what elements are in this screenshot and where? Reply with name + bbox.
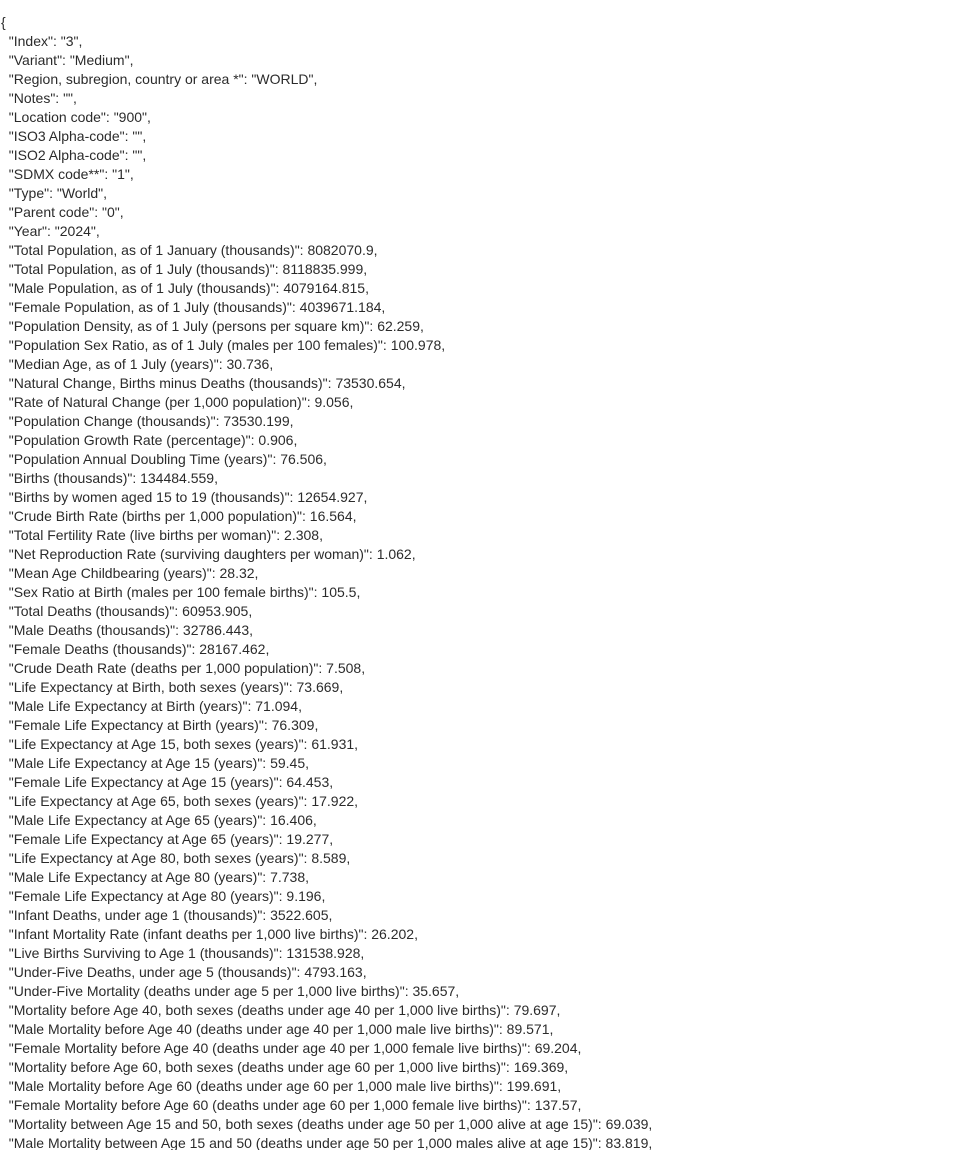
- json-value: 69.039: [605, 1116, 649, 1132]
- json-key: "Male Mortality between Age 15 and 50 (deaths under age 50 per 1,000 males alive at age 15)": [8, 1135, 598, 1150]
- json-key: "Female Life Expectancy at Age 65 (years)": [8, 831, 279, 847]
- json-entry-line: "Male Mortality before Age 60 (deaths under age 60 per 1,000 male live births)": 199.691,: [8, 1078, 562, 1094]
- json-value: 131538.928: [286, 945, 361, 961]
- json-entry-line: "Mortality before Age 40, both sexes (deaths under age 40 per 1,000 live births)": 79.697,: [8, 1002, 561, 1018]
- json-entry-line: "Female Mortality before Age 40 (deaths under age 40 per 1,000 female live births)": 69.204,: [8, 1040, 582, 1056]
- json-entry-line: "Type": "World",: [8, 185, 107, 201]
- json-entry-line: "Infant Deaths, under age 1 (thousands)": 3522.605,: [8, 907, 333, 923]
- json-value: 8082070.9: [307, 242, 374, 258]
- json-value: 0.906: [258, 432, 294, 448]
- json-key: "Type": [8, 185, 50, 201]
- json-value: 169.369: [513, 1059, 565, 1075]
- json-entry-line: "Index": "3",: [8, 33, 83, 49]
- json-entry-line: "Female Life Expectancy at Age 80 (years)": 9.196,: [8, 888, 326, 904]
- json-value: 62.259: [377, 318, 421, 334]
- json-entry-line: "Total Population, as of 1 January (thousands)": 8082070.9,: [8, 242, 378, 258]
- json-key: "Female Mortality before Age 40 (deaths under age 40 per 1,000 female live births)": [8, 1040, 527, 1056]
- json-entry-line: "Net Reproduction Rate (surviving daughters per woman)": 1.062,: [8, 546, 416, 562]
- json-entry-line: "Total Deaths (thousands)": 60953.905,: [8, 603, 253, 619]
- json-value: "": [63, 90, 74, 106]
- json-value: 3522.605: [270, 907, 329, 923]
- json-value: 28.32: [219, 565, 255, 581]
- json-key: "Male Mortality before Age 60 (deaths under age 60 per 1,000 male live births)": [8, 1078, 499, 1094]
- json-key: "Year": [8, 223, 48, 239]
- json-value: 12654.927: [297, 489, 364, 505]
- json-value: "Medium": [69, 52, 130, 68]
- json-key: "Mortality before Age 60, both sexes (deaths under age 60 per 1,000 live births)": [8, 1059, 506, 1075]
- json-value: "WORLD": [251, 71, 314, 87]
- json-entry-line: "Male Deaths (thousands)": 32786.443,: [8, 622, 253, 638]
- json-entry-line: "Population Sex Ratio, as of 1 July (males per 100 females)": 100.978,: [8, 337, 446, 353]
- json-key: "Total Population, as of 1 July (thousands)": [8, 261, 275, 277]
- json-value: "1": [112, 166, 130, 182]
- json-entry-line: "Natural Change, Births minus Deaths (thousands)": 73530.654,: [8, 375, 406, 391]
- json-entry-line: "Under-Five Mortality (deaths under age 5 per 1,000 live births)": 35.657,: [8, 983, 460, 999]
- json-key: "Rate of Natural Change (per 1,000 population)": [8, 394, 307, 410]
- json-entry-line: "Male Mortality before Age 40 (deaths under age 40 per 1,000 male live births)": 89.571,: [8, 1021, 554, 1037]
- json-entry-line: "Life Expectancy at Age 15, both sexes (years)": 61.931,: [8, 736, 359, 752]
- json-value: 83.819: [605, 1135, 649, 1150]
- json-key: "Female Life Expectancy at Age 15 (years)": [8, 774, 279, 790]
- json-entry-line: "Mortality between Age 15 and 50, both sexes (deaths under age 50 per 1,000 alive at age 15)": 69.039,: [8, 1116, 653, 1132]
- json-value: "3": [60, 33, 79, 49]
- json-entry-line: "Female Life Expectancy at Age 15 (years)": 64.453,: [8, 774, 334, 790]
- json-key: "Births by women aged 15 to 19 (thousands)": [8, 489, 290, 505]
- json-value: 76.309: [271, 717, 315, 733]
- json-entry-line: "Median Age, as of 1 July (years)": 30.736,: [8, 356, 274, 372]
- json-entry-line: "Population Density, as of 1 July (persons per square km)": 62.259,: [8, 318, 424, 334]
- json-entries: [1, 32, 960, 1150]
- json-value: 35.657: [412, 983, 456, 999]
- json-key: "Crude Birth Rate (births per 1,000 population)": [8, 508, 302, 524]
- json-key: "Region, subregion, country or area *": [8, 71, 244, 87]
- json-value: 9.056: [314, 394, 350, 410]
- json-key: "Population Annual Doubling Time (years)": [8, 451, 273, 467]
- json-entry-line: "Region, subregion, country or area *": "WORLD",: [8, 71, 318, 87]
- json-value: 28167.462: [199, 641, 266, 657]
- json-entry-line: "Female Life Expectancy at Age 65 (years)": 19.277,: [8, 831, 334, 847]
- json-key: "Male Life Expectancy at Age 65 (years)": [8, 812, 263, 828]
- json-key: "Under-Five Deaths, under age 5 (thousands)": [8, 964, 297, 980]
- json-key: "Life Expectancy at Age 65, both sexes (years)": [8, 793, 304, 809]
- json-key: "Mortality between Age 15 and 50, both sexes (deaths under age 50 per 1,000 alive at age 15)": [8, 1116, 598, 1132]
- json-key: "Male Mortality before Age 40 (deaths under age 40 per 1,000 male live births)": [8, 1021, 499, 1037]
- json-entry-line: "Location code": "900",: [8, 109, 151, 125]
- json-key: "Female Life Expectancy at Birth (years)": [8, 717, 264, 733]
- json-entry-line: "Mortality before Age 60, both sexes (deaths under age 60 per 1,000 live births)": 169.369,: [8, 1059, 569, 1075]
- json-value: 16.406: [270, 812, 313, 828]
- json-entry-line: "Live Births Surviving to Age 1 (thousands)": 131538.928,: [8, 945, 365, 961]
- json-key: "Female Mortality before Age 60 (deaths under age 60 per 1,000 female live births)": [8, 1097, 527, 1113]
- json-value: 61.931: [311, 736, 355, 752]
- json-entry-line: "Male Mortality between Age 15 and 50 (deaths under age 50 per 1,000 males alive at age 15)": 83.819,: [8, 1135, 653, 1150]
- json-key: "Births (thousands)": [8, 470, 133, 486]
- json-key: "Location code": [8, 109, 106, 125]
- json-key: "Median Age, as of 1 July (years)": [8, 356, 219, 372]
- json-key: "Parent code": [8, 204, 95, 220]
- json-entry-line: "Female Deaths (thousands)": 28167.462,: [8, 641, 270, 657]
- json-entry-line: "Under-Five Deaths, under age 5 (thousands)": 4793.163,: [8, 964, 367, 980]
- json-value: "": [132, 147, 143, 163]
- json-entry-line: "Sex Ratio at Birth (males per 100 female births)": 105.5,: [8, 584, 361, 600]
- json-entry-line: "Male Life Expectancy at Age 15 (years)": 59.45,: [8, 755, 310, 771]
- json-key: "Total Deaths (thousands)": [8, 603, 175, 619]
- json-entry-line: "Notes": "",: [8, 90, 77, 106]
- json-entry-line: "Female Mortality before Age 60 (deaths under age 60 per 1,000 female live births)": 137.57,: [8, 1097, 582, 1113]
- json-value: 7.738: [270, 869, 306, 885]
- json-entry-line: "Total Fertility Rate (live births per woman)": 2.308,: [8, 527, 323, 543]
- json-value: 19.277: [286, 831, 330, 847]
- json-key: "Male Life Expectancy at Age 15 (years)": [8, 755, 263, 771]
- json-entry-line: "SDMX code**": "1",: [8, 166, 134, 182]
- json-key: "Life Expectancy at Age 80, both sexes (years)": [8, 850, 304, 866]
- json-value: "World": [56, 185, 104, 201]
- json-value: 100.978: [390, 337, 442, 353]
- json-entry-line: "Life Expectancy at Age 65, both sexes (years)": 17.922,: [8, 793, 359, 809]
- json-value: 4793.163: [304, 964, 363, 980]
- json-entry-line: "Mean Age Childbearing (years)": 28.32,: [8, 565, 259, 581]
- json-value: 59.45: [270, 755, 306, 771]
- json-value: 89.571: [506, 1021, 550, 1037]
- json-entry-line: "Total Population, as of 1 July (thousands)": 8118835.999,: [8, 261, 368, 277]
- json-value: 16.564: [309, 508, 353, 524]
- json-entry-line: "Male Population, as of 1 July (thousands)": 4079164.815,: [8, 280, 369, 296]
- json-key: "Natural Change, Births minus Deaths (thousands)": [8, 375, 328, 391]
- json-key: "Population Growth Rate (percentage)": [8, 432, 251, 448]
- json-value: 30.736: [226, 356, 270, 372]
- json-key: "Notes": [8, 90, 56, 106]
- json-value: 71.094: [255, 698, 299, 714]
- json-key: "Mean Age Childbearing (years)": [8, 565, 212, 581]
- json-key: "Population Density, as of 1 July (persons per square km)": [8, 318, 370, 334]
- json-open-brace: {: [1, 14, 6, 30]
- json-value: 79.697: [513, 1002, 557, 1018]
- json-entry-line: "Infant Mortality Rate (infant deaths per 1,000 live births)": 26.202,: [8, 926, 418, 942]
- json-key: "ISO2 Alpha-code": [8, 147, 125, 163]
- json-value: 134484.559: [140, 470, 215, 486]
- json-value: 60953.905: [182, 603, 249, 619]
- json-key: "Total Fertility Rate (live births per woman)": [8, 527, 277, 543]
- json-entry-line: "Female Population, as of 1 July (thousands)": 4039671.184,: [8, 299, 386, 315]
- json-value: 4039671.184: [299, 299, 382, 315]
- json-value: 4079164.815: [283, 280, 366, 296]
- json-value: 2.308: [284, 527, 320, 543]
- json-entry-line: "Life Expectancy at Age 80, both sexes (years)": 8.589,: [8, 850, 351, 866]
- json-value: 7.508: [326, 660, 362, 676]
- json-key: "ISO3 Alpha-code": [8, 128, 125, 144]
- json-value: 64.453: [286, 774, 330, 790]
- json-value: 8118835.999: [282, 261, 364, 277]
- json-key: "Population Change (thousands)": [8, 413, 216, 429]
- json-entry-line: "Variant": "Medium",: [8, 52, 134, 68]
- json-entry-line: "Female Life Expectancy at Birth (years)": 76.309,: [8, 717, 319, 733]
- json-value: 105.5: [321, 584, 357, 600]
- json-value: 8.589: [311, 850, 347, 866]
- json-value: 73.669: [296, 679, 340, 695]
- json-key: "Sex Ratio at Birth (males per 100 female births)": [8, 584, 314, 600]
- json-key: "Live Births Surviving to Age 1 (thousands)": [8, 945, 279, 961]
- json-value: 9.196: [286, 888, 322, 904]
- json-key: "Male Population, as of 1 July (thousands)": [8, 280, 276, 296]
- json-key: "Infant Deaths, under age 1 (thousands)": [8, 907, 263, 923]
- json-key: "SDMX code**": [8, 166, 105, 182]
- json-key: "Net Reproduction Rate (surviving daughters per woman)": [8, 546, 369, 562]
- json-key: "Infant Mortality Rate (infant deaths per 1,000 live births)": [8, 926, 364, 942]
- json-value: 1.062: [376, 546, 412, 562]
- json-key: "Female Deaths (thousands)": [8, 641, 192, 657]
- json-value: 26.202: [371, 926, 415, 942]
- json-entry-line: "Male Life Expectancy at Age 80 (years)": 7.738,: [8, 869, 310, 885]
- json-key: "Male Life Expectancy at Age 80 (years)": [8, 869, 263, 885]
- json-key: "Variant": [8, 52, 63, 68]
- json-value: 137.57: [534, 1097, 578, 1113]
- json-key: "Index": [8, 33, 53, 49]
- json-entry-line: "Parent code": "0",: [8, 204, 124, 220]
- json-key: "Life Expectancy at Age 15, both sexes (years)": [8, 736, 304, 752]
- json-entry-line: "Life Expectancy at Birth, both sexes (years)": 73.669,: [8, 679, 344, 695]
- json-entry-line: "Population Growth Rate (percentage)": 0.906,: [8, 432, 298, 448]
- json-value: 69.204: [534, 1040, 578, 1056]
- json-value: 73530.654: [335, 375, 402, 391]
- json-value: 76.506: [280, 451, 324, 467]
- json-key: "Male Deaths (thousands)": [8, 622, 176, 638]
- json-entry-line: "Male Life Expectancy at Age 65 (years)": 16.406,: [8, 812, 317, 828]
- json-key: "Population Sex Ratio, as of 1 July (males per 100 females)": [8, 337, 383, 353]
- json-entry-line: "ISO2 Alpha-code": "",: [8, 147, 147, 163]
- json-entry-line: "Year": "2024",: [8, 223, 100, 239]
- json-entry-line: "Population Annual Doubling Time (years)": 76.506,: [8, 451, 327, 467]
- json-entry-line: "ISO3 Alpha-code": "",: [8, 128, 147, 144]
- json-value: "": [132, 128, 143, 144]
- json-key: "Male Life Expectancy at Birth (years)": [8, 698, 248, 714]
- json-key: "Life Expectancy at Birth, both sexes (years)": [8, 679, 289, 695]
- json-entry-line: "Births by women aged 15 to 19 (thousands)": 12654.927,: [8, 489, 368, 505]
- json-key: "Mortality before Age 40, both sexes (deaths under age 40 per 1,000 live births)": [8, 1002, 506, 1018]
- json-value: "900": [113, 109, 147, 125]
- json-key: "Female Population, as of 1 July (thousands)": [8, 299, 292, 315]
- json-value: 17.922: [311, 793, 355, 809]
- json-entry-line: "Crude Death Rate (deaths per 1,000 population)": 7.508,: [8, 660, 366, 676]
- json-entry-line: "Population Change (thousands)": 73530.199,: [8, 413, 294, 429]
- json-key: "Total Population, as of 1 January (thousands)": [8, 242, 300, 258]
- json-entry-line: "Male Life Expectancy at Birth (years)": 71.094,: [8, 698, 302, 714]
- json-value: "2024": [54, 223, 96, 239]
- json-value: 73530.199: [223, 413, 290, 429]
- json-value: 199.691: [506, 1078, 558, 1094]
- json-key: "Crude Death Rate (deaths per 1,000 population)": [8, 660, 319, 676]
- json-key: "Under-Five Mortality (deaths under age 5 per 1,000 live births)": [8, 983, 405, 999]
- json-value: 32786.443: [182, 622, 250, 638]
- json-key: "Female Life Expectancy at Age 80 (years)": [8, 888, 279, 904]
- json-entry-line: "Crude Birth Rate (births per 1,000 population)": 16.564,: [8, 508, 357, 524]
- json-entry-line: "Births (thousands)": 134484.559,: [8, 470, 218, 486]
- json-entry-line: "Rate of Natural Change (per 1,000 population)": 9.056,: [8, 394, 354, 410]
- json-value: "0": [102, 204, 120, 220]
